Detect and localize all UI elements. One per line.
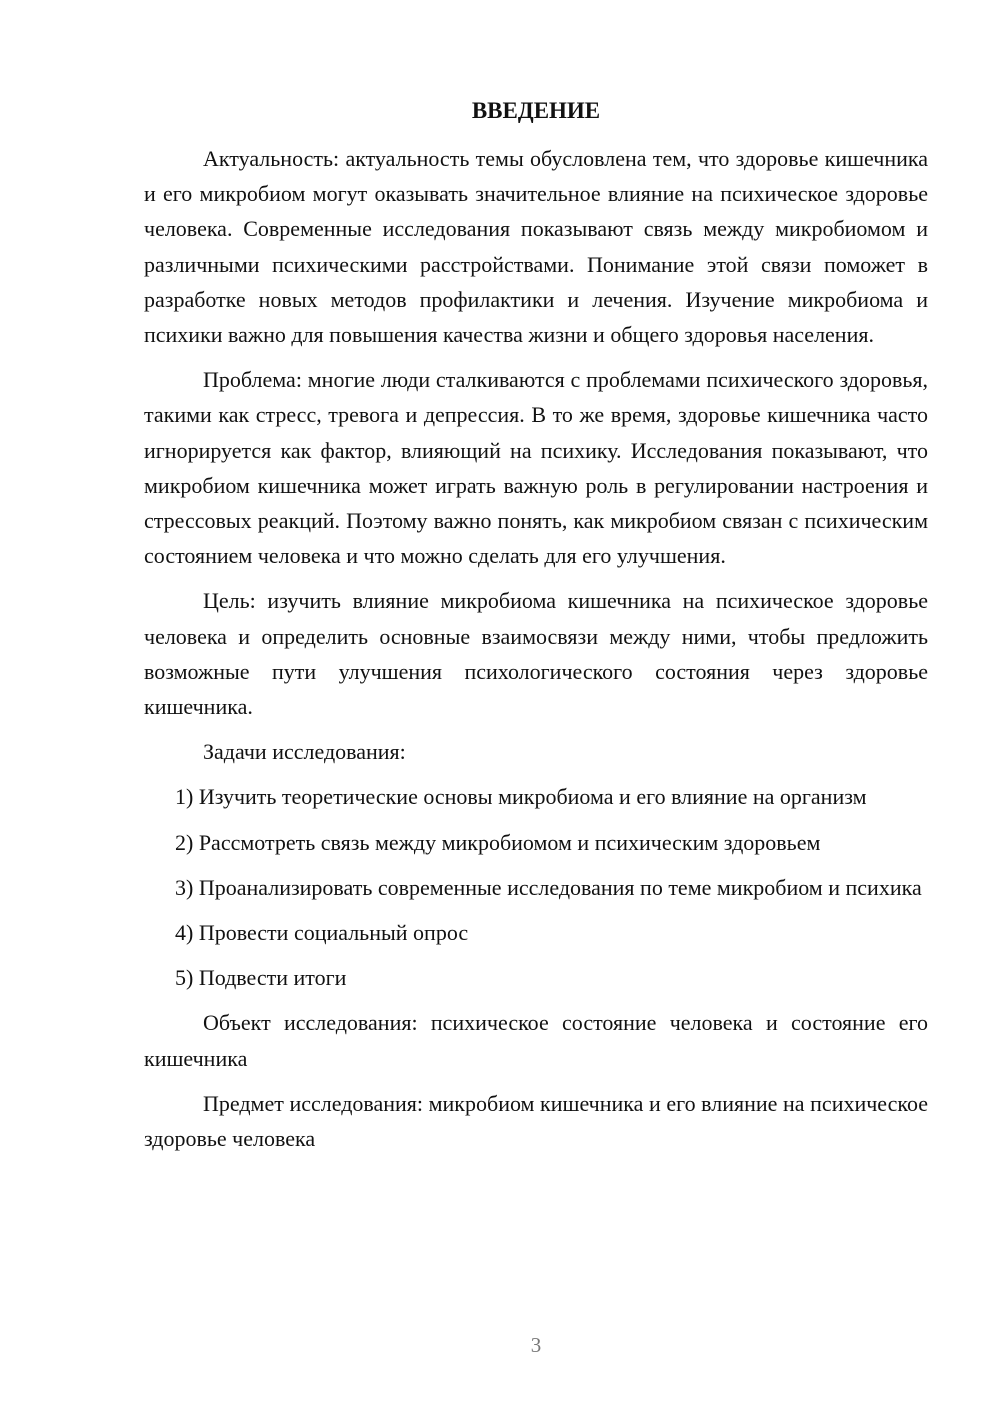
object-paragraph: Объект исследования: психическое состояние человека и состояние его кишечника — [144, 1010, 928, 1071]
goal-paragraph: Цель: изучить влияние микробиома кишечника на психическое здоровье человека и определить основные взаимосвязи между ними, чтобы предложить возможные пути улучшения психологического состояния через здоровье кишечника. — [144, 588, 928, 720]
subject-paragraph: Предмет исследования: микробиом кишечника и его влияние на психическое здоровье человека — [144, 1090, 928, 1152]
relevance-paragraph: Актуальность: актуальность темы обусловлена тем, что здоровье кишечника и его микробиом могут оказывать значительное влияние на психическое здоровье человека. Современные исследования показывают связь между микробиомом и различными психическими расстройствами. Понимание этой связи поможет в разработке новых методов профилактики и лечения. Изучение микробиома и психики важно для повышения качества жизни и общего здоровья населения. — [144, 146, 928, 348]
section-title: ВВЕДЕНИЕ — [471, 98, 601, 123]
task-item-5: 5) Подвести итоги — [175, 965, 347, 991]
task-item-4: 4) Провести социальный опрос — [175, 920, 469, 946]
task-item-1: 1) Изучить теоретические основы микробиома и его влияние на организм — [175, 784, 867, 810]
task-item-2: 2) Рассмотреть связь между микробиомом и психическим здоровьем — [175, 829, 821, 855]
problem-paragraph: Проблема: многие люди сталкиваются с проблемами психического здоровья, такими как стресс, тревога и депрессия. В то же время, здоровье кишечника часто игнорируется как фактор, влияющий на психику. Исследования показывают, что микробиом кишечника может играть важную роль в регулировании настроения и стрессовых реакций. Поэтому важно понять, как микробиом связан с психическим состоянием человека и что можно сделать для его улучшения. — [144, 367, 928, 569]
tasks-heading: Задачи исследования: — [203, 739, 406, 765]
section-body — [144, 141, 928, 1166]
page-number: 3 — [530, 1333, 542, 1357]
task-item-3: 3) Проанализировать современные исследования по теме микробиом и психика — [175, 874, 922, 900]
